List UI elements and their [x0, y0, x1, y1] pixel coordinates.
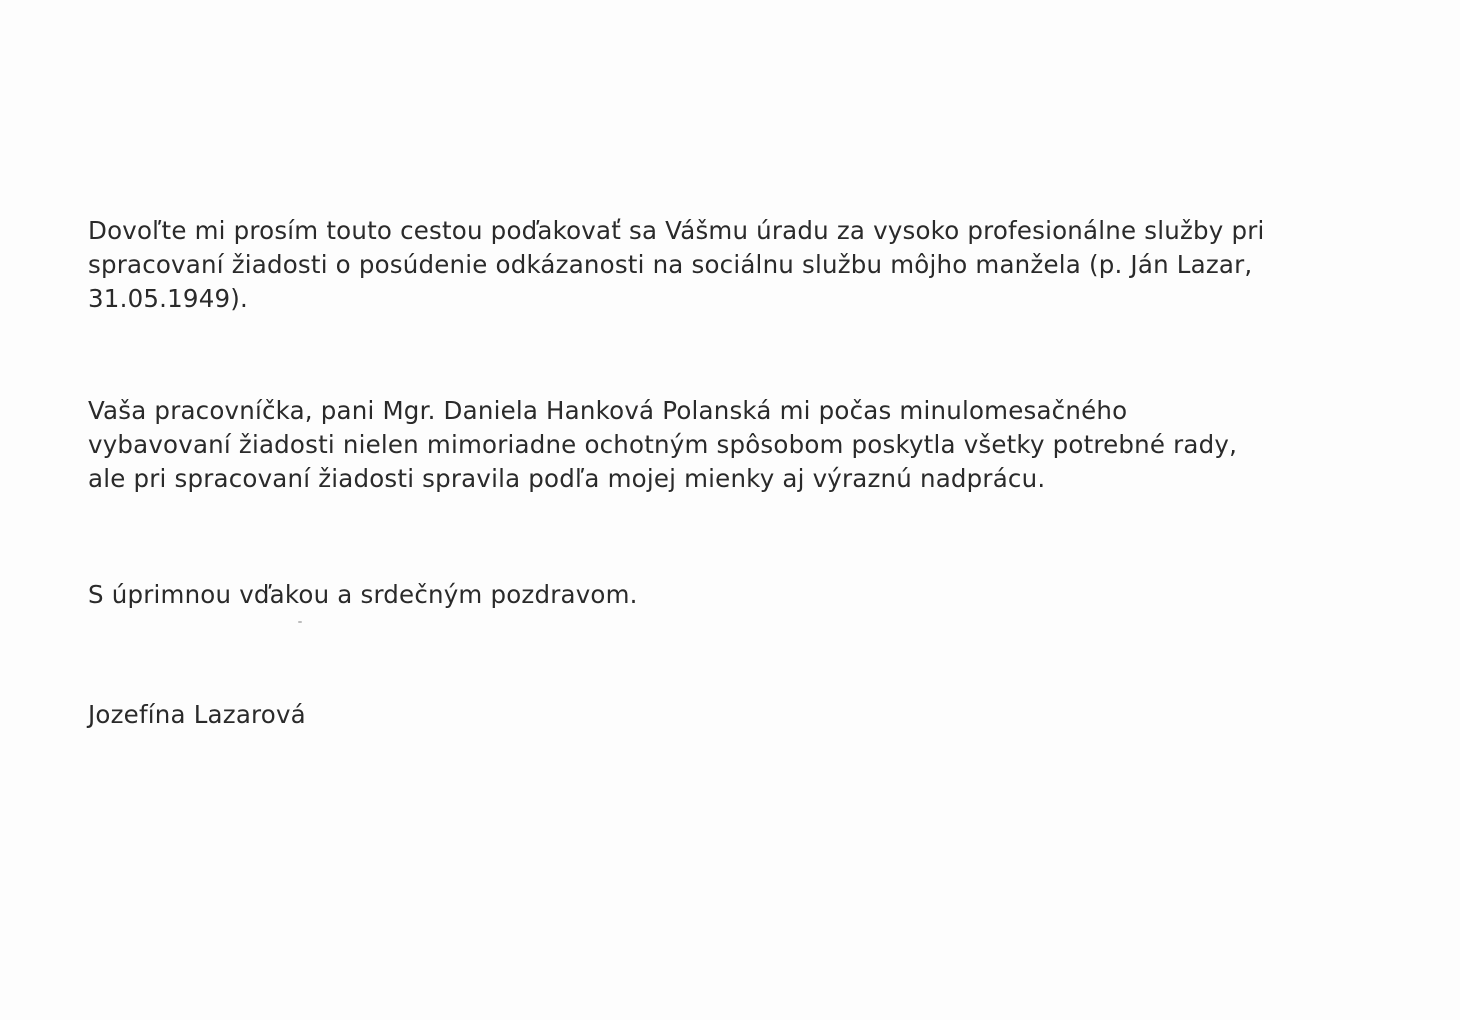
scan-speck — [298, 621, 302, 623]
letter-signature-name: Jozefína Lazarová — [88, 700, 306, 729]
letter-paragraph-thanks: Dovoľte mi prosím touto cestou poďakovať sa Vášmu úradu za vysoko profesionálne služby pri spracovaní žiadosti o posúdenie odkázanosti na sociálnu službu môjho manžela (p. Ján Lazar, 31.05.1949). — [88, 216, 1265, 313]
letter-closing: S úprimnou vďakou a srdečným pozdravom. — [88, 580, 638, 609]
letter-paragraph-employee: Vaša pracovníčka, pani Mgr. Daniela Hanková Polanská mi počas minulomesačného vybavovaní žiadosti nielen mimoriadne ochotným spôsobom poskytla všetky potrebné rady, ale pri spracovaní žiadosti spravila podľa mojej mienky aj výraznú nadprácu. — [88, 396, 1238, 493]
